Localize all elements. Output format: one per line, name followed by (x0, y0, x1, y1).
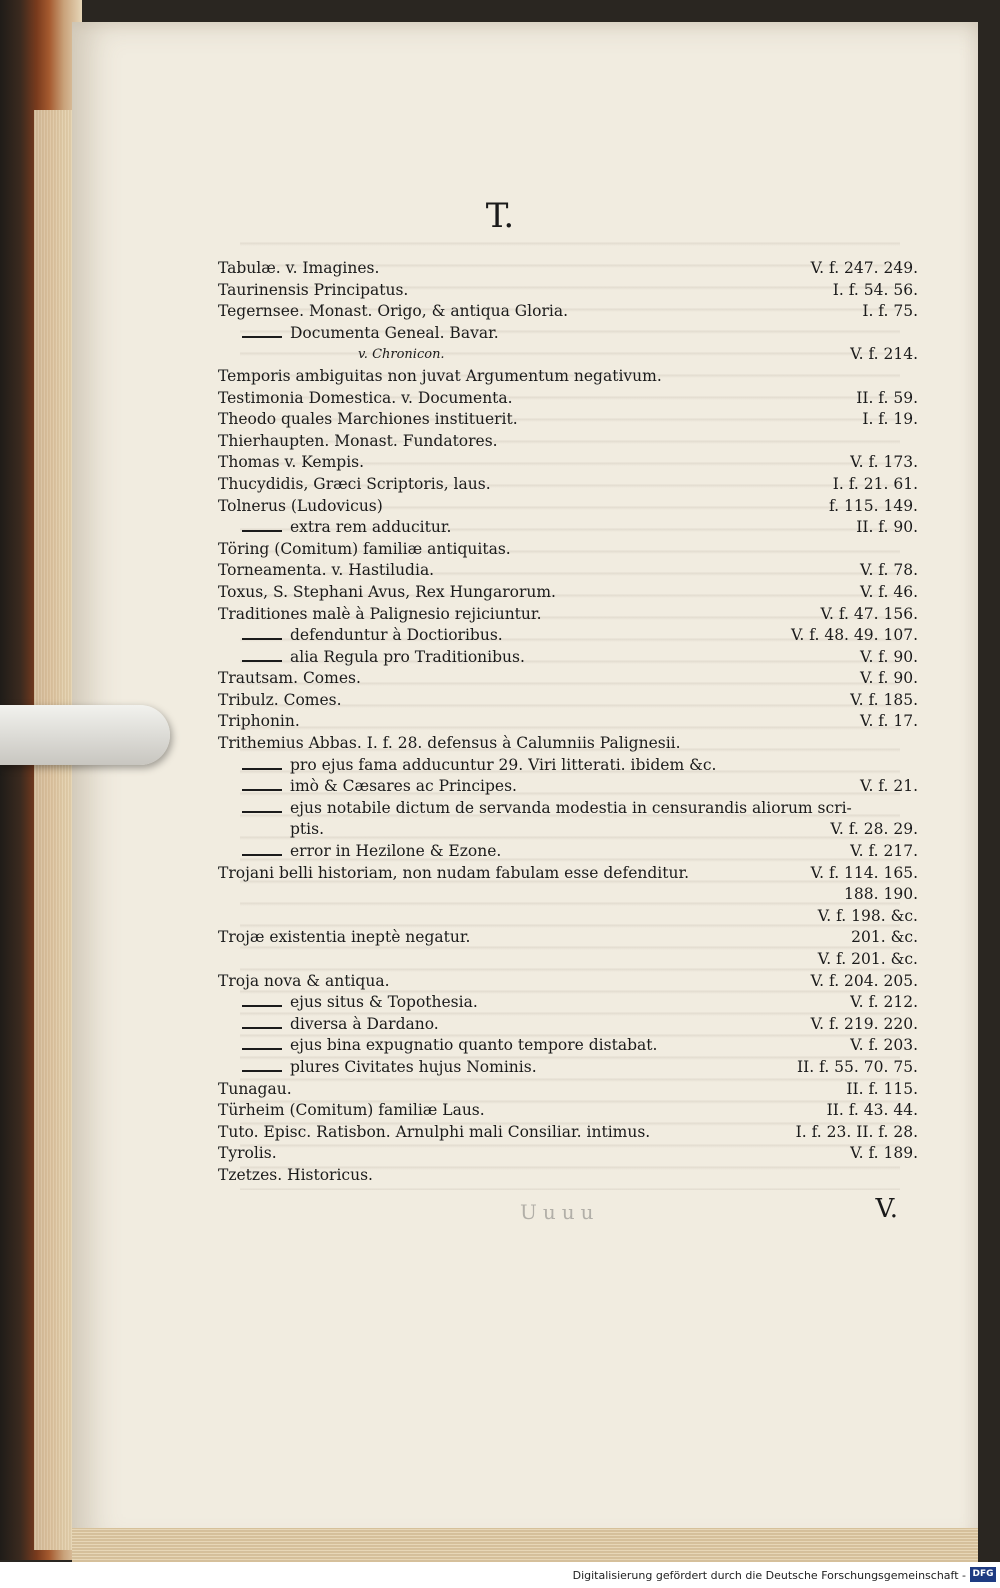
index-entry (218, 1165, 918, 1187)
entry-reference: V. f. 46. (859, 582, 918, 601)
entry-text: Trithemius Abbas. I. f. 28. defensus à Calumniis Palignesii. (218, 734, 681, 753)
entry-reference: I. f. 75. (862, 302, 918, 321)
entry-reference: II. f. 43. 44. (826, 1101, 918, 1120)
entry-reference: V. f. 203. (850, 1036, 918, 1055)
signature-mark: Uuuu (520, 1200, 600, 1224)
index-entries (218, 258, 918, 1187)
entry-reference: V. f. 189. (850, 1144, 918, 1163)
index-entry (218, 884, 918, 906)
entry-text: Tolnerus (Ludovicus) (218, 496, 383, 515)
index-entry (218, 798, 918, 820)
entry-reference: 188. 190. (844, 885, 918, 904)
entry-text: extra rem adducitur. (290, 518, 452, 537)
entry-text: v. Chronicon. (358, 347, 445, 363)
entry-text: error in Hezilone & Ezone. (290, 842, 502, 861)
entry-text: Theodo quales Marchiones instituerit. (218, 410, 518, 429)
entry-text: Temporis ambiguitas non juvat Argumentum negativum. (218, 366, 662, 385)
continuation-dash (242, 1027, 282, 1029)
entry-reference: V. f. 247. 249. (810, 259, 918, 277)
index-entry (218, 711, 918, 733)
entry-reference: V. f. 17. (859, 712, 918, 731)
index-entry (218, 301, 918, 323)
entry-text: Testimonia Domestica. v. Documenta. (218, 388, 513, 407)
entry-reference: I. f. 21. 61. (832, 474, 918, 493)
page-edges-bottom (72, 1528, 978, 1562)
index-entry (218, 496, 918, 518)
entry-text: defenduntur à Doctioribus. (290, 626, 503, 645)
index-entry (218, 560, 918, 582)
index-entry (218, 690, 918, 712)
section-letter-heading: T. (485, 196, 515, 236)
index-entry (218, 819, 918, 841)
entry-text: Trautsam. Comes. (218, 669, 361, 688)
page-edges-left (34, 110, 74, 1550)
entry-text: ptis. (290, 820, 324, 839)
continuation-dash (242, 789, 282, 791)
index-entry (218, 366, 918, 388)
index-entry (218, 733, 918, 755)
entry-text: plures Civitates hujus Nominis. (290, 1057, 537, 1076)
continuation-dash (242, 811, 282, 813)
continuation-dash (242, 854, 282, 856)
entry-reference: II. f. 115. (846, 1079, 918, 1098)
entry-text: Tegernsee. Monast. Origo, & antiqua Gloria. (218, 302, 569, 321)
index-entry (218, 258, 918, 280)
index-entry (218, 431, 918, 453)
entry-text: Documenta Geneal. Bavar. (290, 323, 499, 342)
catchword: V. (875, 1194, 898, 1224)
index-entry (218, 1079, 918, 1101)
digitization-footer (0, 1562, 1000, 1588)
index-entry (218, 668, 918, 690)
funding-credit: Digitalisierung gefördert durch die Deutsche Forschungsgemeinschaft - (572, 1569, 966, 1582)
index-entry (218, 280, 918, 302)
entry-reference: II. f. 90. (856, 518, 918, 537)
entry-text: Troja nova & antiqua. (218, 971, 390, 990)
index-entry (218, 1014, 918, 1036)
entry-reference: I. f. 19. (862, 410, 918, 429)
continuation-dash (242, 638, 282, 640)
entry-text: Triphonin. (218, 712, 300, 731)
entry-text: Tuto. Episc. Ratisbon. Arnulphi mali Consiliar. intimus. (218, 1122, 651, 1141)
entry-text: Toxus, S. Stephani Avus, Rex Hungarorum. (218, 582, 556, 601)
entry-reference: V. f. 204. 205. (810, 971, 918, 990)
entry-reference: II. f. 55. 70. 75. (797, 1057, 918, 1076)
index-entry (218, 344, 918, 366)
entry-text: Tyrolis. (218, 1144, 277, 1163)
index-entry (218, 755, 918, 777)
entry-reference: V. f. 48. 49. 107. (790, 626, 918, 645)
entry-text: Taurinensis Principatus. (218, 280, 409, 299)
index-entry (218, 1143, 918, 1165)
entry-text: imò & Cæsares ac Principes. (290, 777, 517, 796)
index-entry (218, 1100, 918, 1122)
entry-text: pro ejus fama adducuntur 29. Viri litterati. ibidem &c. (290, 755, 717, 774)
entry-text: Töring (Comitum) familiæ antiquitas. (218, 539, 511, 558)
entry-reference: V. f. 185. (850, 690, 918, 709)
entry-text: alia Regula pro Traditionibus. (290, 647, 525, 666)
index-entry (218, 625, 918, 647)
index-entry (218, 1035, 918, 1057)
index-entry (218, 452, 918, 474)
entry-text: Thucydidis, Græci Scriptoris, laus. (218, 474, 491, 493)
entry-text: Türheim (Comitum) familiæ Laus. (218, 1101, 485, 1120)
continuation-dash (242, 336, 282, 338)
entry-text: Trojæ existentia ineptè negatur. (218, 928, 471, 947)
entry-text: Tzetzes. Historicus. (218, 1165, 373, 1184)
entry-reference: f. 115. 149. (829, 496, 918, 515)
index-entry (218, 388, 918, 410)
entry-reference: V. f. 198. &c. (817, 906, 918, 925)
entry-reference: V. f. 173. (850, 453, 918, 472)
entry-text: Tabulæ. v. Imagines. (218, 259, 380, 277)
entry-text: Tribulz. Comes. (218, 690, 342, 709)
index-entry (218, 539, 918, 561)
index-entry (218, 409, 918, 431)
continuation-dash (242, 1048, 282, 1050)
bookmark-tab (0, 705, 170, 765)
entry-text: Tunagau. (218, 1079, 292, 1098)
index-entry (218, 841, 918, 863)
continuation-dash (242, 660, 282, 662)
entry-text: Thomas v. Kempis. (218, 453, 365, 472)
entry-text: ejus situs & Topothesia. (290, 993, 478, 1012)
entry-reference: II. f. 59. (856, 388, 918, 407)
index-entry (218, 927, 918, 949)
index-entry (218, 647, 918, 669)
entry-reference: V. f. 201. &c. (817, 950, 918, 968)
entry-reference: V. f. 214. (850, 345, 918, 364)
continuation-dash (242, 1005, 282, 1007)
index-entry (218, 604, 918, 626)
index-entry (218, 906, 918, 928)
index-entry (218, 971, 918, 993)
continuation-dash (242, 1070, 282, 1072)
entry-reference: V. f. 28. 29. (830, 820, 918, 839)
entry-reference: V. f. 217. (850, 842, 918, 861)
entry-reference: 201. &c. (851, 928, 918, 947)
entry-text: Trojani belli historiam, non nudam fabulam esse defenditur. (218, 863, 690, 882)
index-entry (218, 863, 918, 885)
entry-reference: V. f. 219. 220. (810, 1014, 918, 1033)
entry-reference: V. f. 90. (859, 647, 918, 666)
index-entry (218, 776, 918, 798)
entry-reference: I. f. 23. II. f. 28. (795, 1122, 918, 1141)
entry-reference: I. f. 54. 56. (832, 280, 918, 299)
index-entry (218, 1122, 918, 1144)
entry-text: Torneamenta. v. Hastiludia. (218, 561, 435, 580)
index-entry (218, 949, 918, 971)
dfg-logo: DFG (970, 1567, 996, 1582)
entry-reference: V. f. 78. (859, 561, 918, 580)
continuation-dash (242, 530, 282, 532)
entry-reference: V. f. 212. (850, 993, 918, 1012)
entry-reference: V. f. 47. 156. (820, 604, 918, 623)
entry-reference: V. f. 21. (859, 777, 918, 796)
index-entry (218, 582, 918, 604)
continuation-dash (242, 768, 282, 770)
index-entry (218, 474, 918, 496)
index-entry (218, 992, 918, 1014)
entry-reference: V. f. 90. (859, 669, 918, 688)
index-entry (218, 1057, 918, 1079)
entry-reference: V. f. 114. 165. (810, 863, 918, 882)
index-entry (218, 323, 918, 345)
entry-text: ejus bina expugnatio quanto tempore distabat. (290, 1036, 658, 1055)
entry-text: Traditiones malè à Palignesio rejiciuntur. (218, 604, 542, 623)
entry-text: Thierhaupten. Monast. Fundatores. (218, 431, 498, 450)
entry-text: diversa à Dardano. (290, 1014, 439, 1033)
entry-text: ejus notabile dictum de servanda modestia in censurandis aliorum scri- (290, 798, 852, 817)
index-entry (218, 517, 918, 539)
